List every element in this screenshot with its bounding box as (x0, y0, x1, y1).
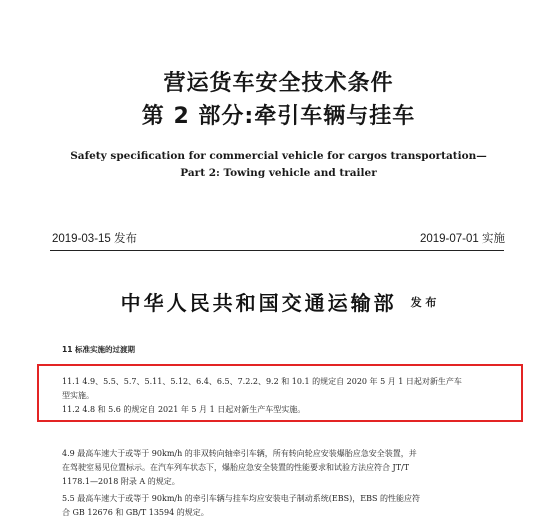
clause-11-1-line-2: 型实施。 (62, 391, 94, 400)
ministry-line (0, 287, 557, 316)
clause-4-9-line-1: 4.9 最高车速大于或等于 90km/h 的非双转向轴牵引车辆，所有转向轮应安装爆胎应急安全装置，并 (62, 449, 417, 458)
divider-rule (50, 250, 504, 251)
clause-5-5-line-2: 合 GB 12676 和 GB/T 13594 的规定。 (62, 508, 209, 517)
clause-4-9-line-2: 在驾驶室易见位置标示。在汽车列车状态下，爆胎应急安全装置的性能要求和试验方法应符合 JT/T (62, 463, 410, 472)
title-chinese-line-2: 第 2 部分:牵引车辆与挂车 (141, 104, 416, 129)
clause-11-2: 11.2 4.8 和 5.6 的规定自 2021 年 5 月 1 日起对新生产车型实施。 (62, 405, 306, 414)
clause-11-1-line-1: 11.1 4.9、5.5、5.7、5.11、5.12、6.4、6.5、7.2.2、9.2 和 10.1 的规定自 2020 年 5 月 1 日起对新生产车 (62, 377, 462, 386)
implement-date: 2019-07-01 实施 (419, 233, 505, 245)
title-english-line-2: Part 2: Towing vehicle and trailer (180, 167, 377, 179)
title-english-line-1: Safety specification for commercial vehicle for cargos transportation— (70, 150, 487, 162)
title-chinese-line-1: 营运货车安全技术条件 (163, 71, 394, 96)
ministry-issue-label: 发 布 (410, 295, 437, 309)
ministry-name: 中华人民共和国交通运输部 (120, 291, 397, 315)
clause-5-5-line-1: 5.5 最高车速大于或等于 90km/h 的牵引车辆与挂车均应安装电子制动系统(EBS)，EBS 的性能应符 (62, 494, 420, 503)
clause-4-9-line-3: 1178.1—2018 附录 A 的规定。 (62, 477, 180, 486)
issue-date: 2019-03-15 发布 (52, 233, 138, 245)
section-11-heading: 11 标准实施的过渡期 (62, 345, 136, 354)
